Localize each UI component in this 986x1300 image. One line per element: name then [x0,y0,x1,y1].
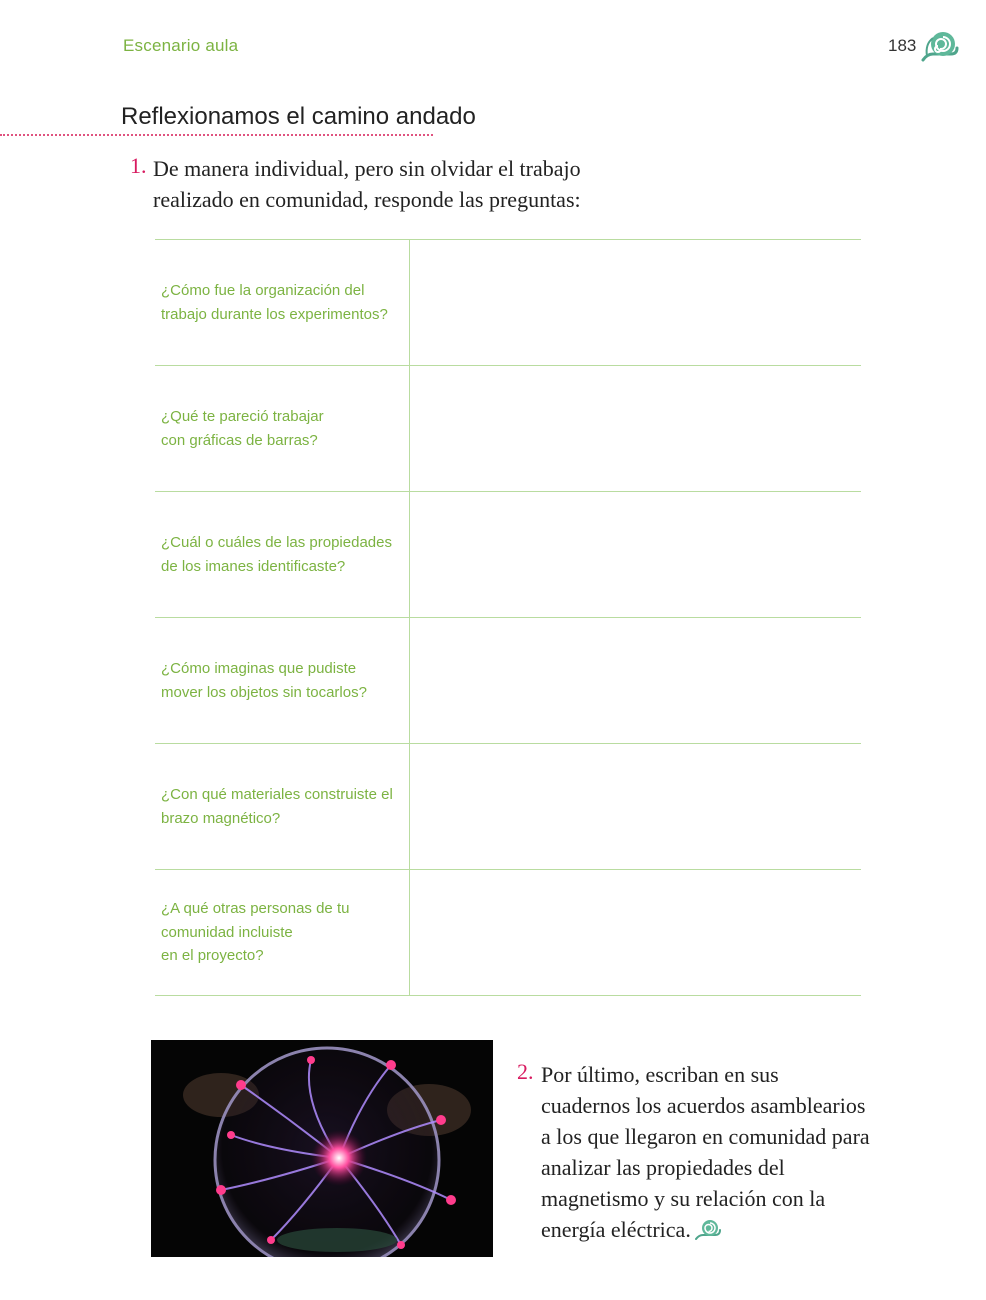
table-row [155,240,861,366]
question-cell [155,240,410,365]
question-cell [155,366,410,491]
question-text: ¿Cuál o cuáles de las propiedades de los imanes identificaste? [161,534,392,575]
question-text: ¿Cómo imaginas que pudiste mover los objetos sin tocarlos? [161,660,367,701]
question-cell [155,744,410,869]
plasma-ball-illustration [151,1040,493,1257]
answer-cell[interactable] [410,492,861,617]
activity-1-number: 1. [130,153,147,178]
activity-2-text: Por último, escriban en sus cuadernos los acuerdos asamblearios a los que llegaron en comunidad para analizar las propiedades del magnetismo y su relación con la energía eléctrica. [541,1062,870,1242]
activity-2-number: 2. [517,1059,534,1084]
answer-cell[interactable] [410,240,861,365]
table-row [155,366,861,492]
question-table [155,239,861,996]
section-label: Escenario aula [123,36,239,55]
table-row [155,744,861,870]
answer-cell[interactable] [410,618,861,743]
answer-cell[interactable] [410,870,861,995]
activity-1-instruction: De manera individual, pero sin olvidar el trabajo realizado en comunidad, responde las preguntas: [153,156,581,212]
table-row [155,492,861,618]
table-row [155,618,861,744]
table-row [155,870,861,996]
question-text: ¿A qué otras personas de tu comunidad incluiste en el proyecto? [161,900,350,965]
page-number: 183 [888,36,917,55]
answer-cell[interactable] [410,744,861,869]
question-text: ¿Con qué materiales construiste el brazo magnético? [161,786,393,827]
question-text: ¿Cómo fue la organización del trabajo durante los experimentos? [161,282,388,323]
section-title: Reflexionamos el camino andado [121,103,476,130]
question-cell [155,492,410,617]
activity-2-instruction [541,1059,871,1245]
plasma-ball-photo [151,1040,493,1257]
title-underline [0,134,433,136]
question-text: ¿Qué te pareció trabajar con gráficas de barras? [161,408,324,449]
snail-logo-icon [921,30,959,62]
question-cell [155,870,410,995]
answer-cell[interactable] [410,366,861,491]
question-cell [155,618,410,743]
end-snail-icon [695,1218,721,1240]
